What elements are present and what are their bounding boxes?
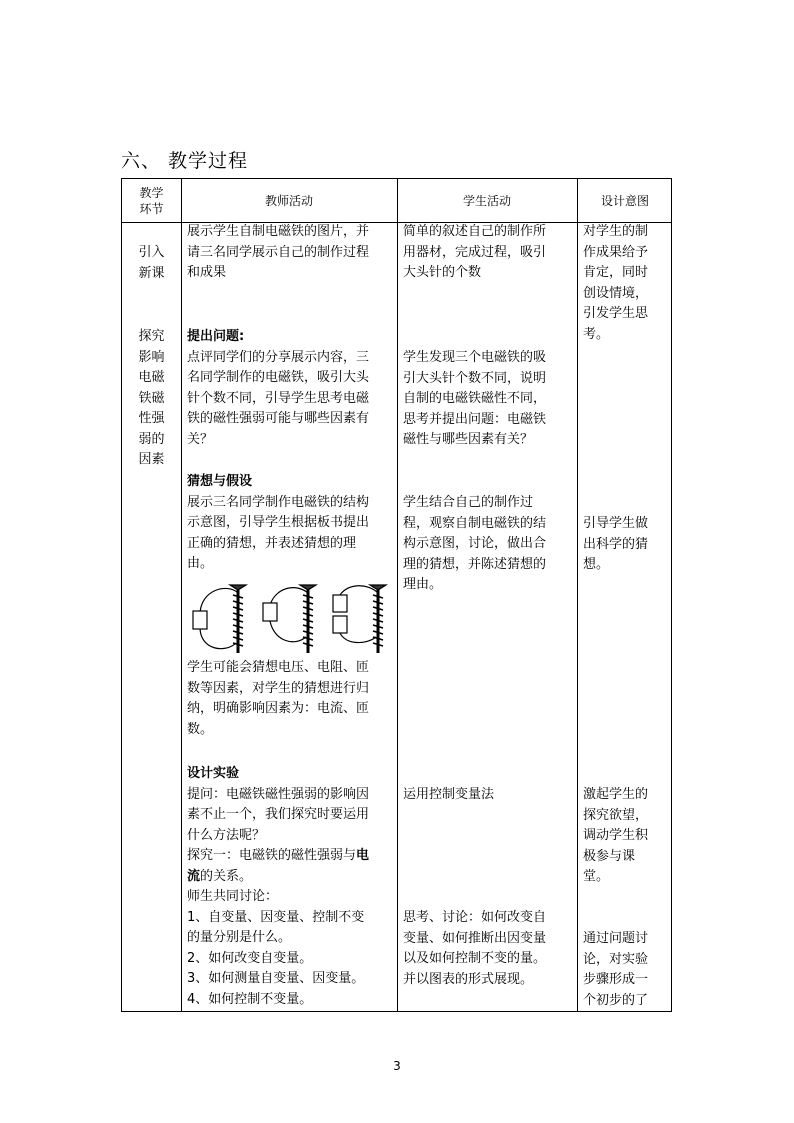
text-line: 思考、讨论：如何改变自 [403,910,547,925]
text-line: 1、自变量、因变量、控制不变 [187,909,365,925]
guess-heading: 猜想与假设 [187,474,253,489]
text-line: 思考并提出问题：电磁铁 [403,411,547,427]
text-line: 由。 [187,556,214,571]
text-line: 展示学生自制电磁铁的图片，并 [187,224,370,239]
electromagnet-sketch-2 [263,585,316,653]
explore1-prefix: 探究一：电磁铁的磁性强弱与 [187,848,357,863]
text-line: 出科学的猜 [583,536,649,552]
text-line: 步骤形成一 [583,972,649,987]
text-line: 通过问题讨 [583,931,649,946]
text-line: 调动学生积 [583,828,649,843]
text-line: 构示意图，讨论，做出合 [403,536,547,551]
student-question [403,348,546,451]
explore1-line [187,846,369,867]
electromagnet-sketch-3 [333,585,386,653]
text-line: 4、如何控制不变量。 [187,991,313,1007]
explore1-line2 [187,867,369,888]
stage-intro [122,243,181,284]
page-number: 3 [393,1059,401,1073]
text-line: 论，对实验 [583,951,649,967]
col-divider-2 [397,179,398,1011]
text-line: 正确的猜想，并表述猜想的理 [187,535,357,551]
header-student: 学生活动 [462,193,511,208]
text-line: 想。 [583,557,610,572]
stage-explore [122,327,181,471]
text-line: 用器材，完成过程，吸引 [403,244,547,260]
intent-guess [583,514,648,576]
explore1-line2-bold: 流 [187,868,201,884]
header-teacher: 教师活动 [264,193,313,208]
text-line: 师生共同讨论： [187,889,279,904]
explore1-bold: 电 [356,848,370,863]
col-divider-3 [577,179,578,1011]
text-line: 理的猜想，并陈述猜想的 [403,556,547,572]
text-line: 自制的电磁铁磁性不同， [403,391,547,406]
text-line: 展示三名同学制作电磁铁的结构 [187,494,370,510]
text-line: 名同学制作的电磁铁，吸引大头 [187,370,370,385]
text-line: 数。 [187,721,214,737]
design-heading: 设计实验 [187,766,240,781]
text-line: 个初步的了 [583,992,649,1008]
text-line: 极参与课 [583,848,636,864]
header-stage-line1: 教学 [139,185,164,200]
section-title: 六、 教学过程 [121,150,249,172]
text-line: 创设情境， [583,285,649,301]
text-line: 引导学生做 [583,516,649,531]
text-line: 提问：电磁铁磁性强弱的影响因 [187,786,370,802]
text-line: 数等因素，对学生的猜想进行归 [187,680,370,696]
text-line: 3、如何测量自变量、因变量。 [187,971,365,986]
text-line: 点评同学们的分享展示内容，三 [187,349,370,365]
text-line: 以及如何控制不变的量。 [403,951,547,966]
student-intro [403,222,546,284]
col-divider-1 [181,179,182,1011]
text-line: 对学生的制 [583,224,649,239]
text-line: 引大头针个数不同，说明 [403,370,547,386]
text-line: 堂。 [583,869,610,884]
header-stage-line2: 环节 [139,201,164,216]
text-line: 示意图，引导学生根据板书提出 [187,515,370,530]
student-guess [403,493,546,596]
text-line: 激起学生的 [583,787,649,802]
explore1-line2-rest: 的关系。 [200,868,253,884]
text-line: 引发学生思 [583,306,649,321]
teaching-process-table [121,178,672,1012]
text-line: 磁性与哪些因素有关？ [403,432,534,447]
stage-line: 性强 [138,411,165,426]
teacher-question [187,327,369,450]
text-line: 素不止一个，我们探究时要运用 [187,807,370,822]
stage-line: 电磁 [138,370,165,385]
text-line: 并以图表的形式展现。 [403,971,534,987]
student-design [403,785,494,806]
text-line: 学生结合自己的制作过 [403,495,534,510]
question-heading: 提出问题: [187,329,245,344]
stage-line: 因素 [138,452,165,467]
teacher-guess [187,472,369,575]
text-line: 2、如何改变自变量。 [187,950,313,966]
header-intent: 设计意图 [600,193,649,208]
stage-line: 新课 [138,265,165,281]
text-line: 探究欲望， [583,807,649,823]
text-line: 变量、如何推断出因变量 [403,930,547,946]
text-line: 考。 [583,326,610,342]
stage-line: 引入 [138,245,165,260]
stage-line: 弱的 [138,431,165,447]
header-stage [122,179,181,222]
intent-design [583,785,648,888]
electromagnet-sketch-1 [193,585,246,653]
teacher-design [187,764,369,1010]
electromagnet-sketches-figure [186,581,394,657]
text-line: 的量分别是什么。 [187,930,292,945]
text-line: 关？ [187,431,214,447]
teacher-intro [187,222,369,284]
text-line: 大头针的个数 [403,265,482,280]
text-line: 学生发现三个电磁铁的吸 [403,350,547,365]
text-line: 铁的磁性强弱可能与哪些因素有 [187,411,370,426]
text-line: 理由。 [403,577,443,592]
student-discuss [403,908,546,990]
text-line: 简单的叙述自己的制作所 [403,224,547,239]
text-line: 和成果 [187,265,227,280]
text-line: 请三名同学展示自己的制作过程 [187,244,370,260]
text-line: 什么方法呢？ [187,827,266,843]
text-line: 运用控制变量法 [403,787,495,802]
teacher-guess-summary [187,658,369,740]
text-line: 针个数不同，引导学生思考电磁 [187,390,370,406]
text-line: 肯定，同时 [583,265,649,280]
text-line: 学生可能会猜想电压、电阻、匝 [187,660,370,675]
intent-intro [583,222,648,345]
text-line: 程，观察自制电磁铁的结 [403,515,547,531]
stage-line: 影响 [138,349,165,365]
intent-discuss [583,929,648,1011]
stage-line: 探究 [138,329,165,344]
text-line: 作成果给予 [583,244,649,260]
text-line: 纳，明确影响因素为：电流、匝 [187,701,370,716]
stage-line: 铁磁 [138,390,165,406]
